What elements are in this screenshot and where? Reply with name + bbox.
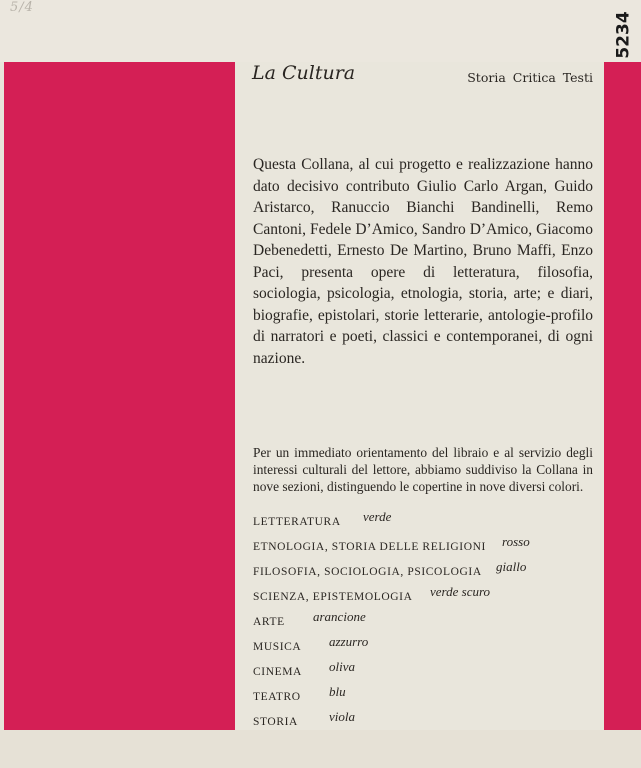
section-row	[253, 584, 491, 607]
section-row	[253, 709, 355, 732]
section-name: ARTE	[253, 616, 285, 628]
section-row	[253, 509, 392, 532]
section-name: CINEMA	[253, 666, 302, 678]
subtitle-word: Testi	[562, 70, 593, 85]
section-name: LETTERATURA	[253, 516, 341, 528]
pencil-note: 5/4	[10, 0, 34, 15]
intro-paragraph: Questa Collana, al cui progetto e realizzazione hanno dato decisivo contributo Giulio Carlo Argan, Guido Aristarco, Ranuccio Bianchi Bandinelli, Remo Cantoni, Fedele D’Amico, Sandro D’Amico, Giacomo Debenedetti, Ernesto De Martino, Bruno Maffi, Enzo Paci, presenta opere di letteratura, filosofia, sociologia, psicologia, etnologia, storia, arte; e diari, biografie, epistolari, storie letterarie, antologie-profilo di narratori e poeti, classici e contemporanei, di ogni nazione.	[253, 156, 593, 367]
subtitle-word: Storia	[467, 70, 506, 85]
sections-note: Per un immediato orientamento del libraio e al servizio degli interessi culturali del lettore, abbiamo suddiviso la Collana in nove sezioni, distinguendo le copertine in nove diversi colori.	[253, 445, 593, 494]
bottom-margin	[0, 730, 641, 768]
section-color: azzurro	[329, 634, 369, 649]
series-title: La Cultura	[252, 62, 356, 84]
top-margin	[0, 0, 641, 62]
subtitle-word: Critica	[512, 70, 556, 85]
section-row	[253, 609, 366, 632]
section-row	[253, 684, 346, 707]
section-color: verde	[363, 509, 392, 524]
section-color: viola	[329, 709, 355, 724]
section-name: MUSICA	[253, 641, 302, 653]
section-name: ETNOLOGIA, STORIA DELLE RELIGIONI	[253, 541, 486, 553]
section-color: arancione	[313, 609, 366, 624]
section-color: blu	[329, 684, 346, 699]
section-row	[253, 534, 530, 557]
section-name: STORIA	[253, 716, 298, 728]
section-name: SCIENZA, EPISTEMOLOGIA	[253, 591, 413, 603]
catalog-number: 5234	[614, 11, 635, 59]
section-row	[253, 559, 527, 582]
section-color: rosso	[502, 534, 530, 549]
red-band-right	[604, 62, 641, 730]
series-subtitle	[0, 70, 593, 85]
section-color: verde scuro	[430, 584, 491, 599]
section-color: giallo	[496, 559, 527, 574]
section-name: FILOSOFIA, SOCIOLOGIA, PSICOLOGIA	[253, 566, 482, 578]
section-row	[253, 634, 369, 657]
catalog-number-label	[612, 8, 636, 62]
section-row	[253, 659, 355, 682]
red-band-left	[4, 62, 235, 730]
section-color: oliva	[329, 659, 355, 674]
section-name: TEATRO	[253, 691, 301, 703]
